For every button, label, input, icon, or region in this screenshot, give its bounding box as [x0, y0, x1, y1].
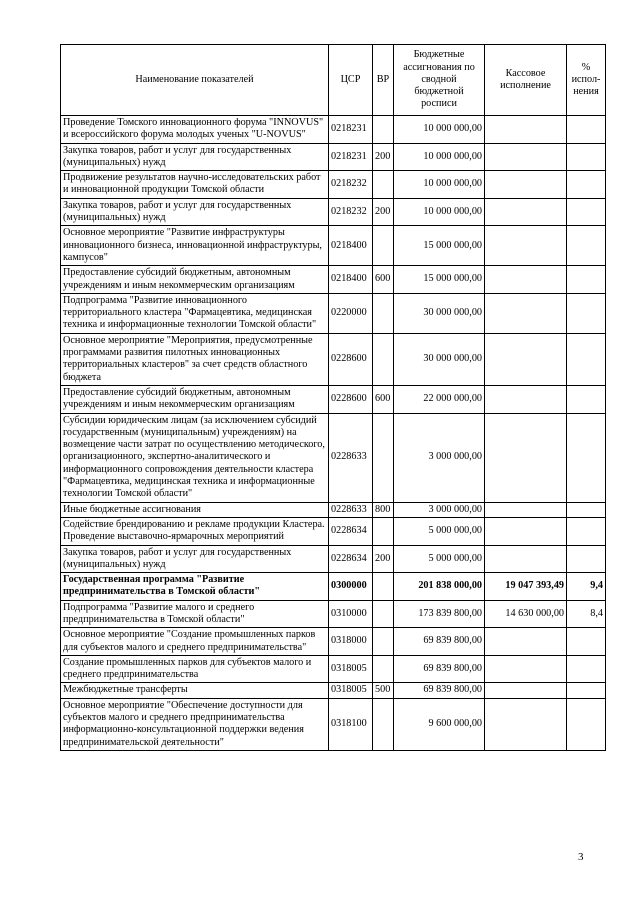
- row-budget: 5 000 000,00: [394, 517, 485, 545]
- row-cash: [485, 655, 567, 683]
- table-row: [61, 333, 606, 385]
- row-name: Проведение Томского инновационного форума "INNOVUS" и всероссийского форума молодых ученых "U-NOVUS": [61, 116, 329, 144]
- row-name: Содействие брендированию и рекламе продукции Кластера. Проведение выставочно-ярмарочных мероприятий: [61, 517, 329, 545]
- row-percent: [567, 413, 606, 502]
- row-vr: 600: [373, 385, 394, 413]
- row-vr: [373, 698, 394, 750]
- header-vr: ВР: [373, 45, 394, 116]
- row-cash: [485, 502, 567, 517]
- row-vr: 800: [373, 502, 394, 517]
- row-vr: [373, 517, 394, 545]
- row-vr: [373, 333, 394, 385]
- row-percent: [567, 198, 606, 226]
- row-percent: [567, 502, 606, 517]
- row-vr: [373, 573, 394, 601]
- row-name: Предоставление субсидий бюджетным, автономным учреждениям и иным некоммерческим организациям: [61, 385, 329, 413]
- row-cash: [485, 683, 567, 698]
- table-row: [61, 502, 606, 517]
- table-row: [61, 116, 606, 144]
- row-vr: 200: [373, 198, 394, 226]
- row-name: Субсидии юридическим лицам (за исключением субсидий государственным (муниципальным) учреждениям) на возмещение части затрат по осуществлению методического, организационного, экспертно-аналитического и информационного сопровождения деятельности кластера "Фармацевтика, медицинская техника и информационные технологии Томской области": [61, 413, 329, 502]
- row-percent: [567, 545, 606, 573]
- row-csr: 0228634: [329, 517, 373, 545]
- row-percent: [567, 517, 606, 545]
- row-name: Основное мероприятие "Обеспечение доступности для субъектов малого и среднего предпринимательства информационно-консультационной поддержки ведения предпринимательской деятельности": [61, 698, 329, 750]
- row-csr: 0218232: [329, 171, 373, 199]
- row-cash: [485, 198, 567, 226]
- row-budget: 5 000 000,00: [394, 545, 485, 573]
- row-csr: 0228600: [329, 333, 373, 385]
- row-budget: 22 000 000,00: [394, 385, 485, 413]
- row-cash: [485, 143, 567, 171]
- header-budget: Бюджетные ассигнования по сводной бюджетной росписи: [394, 45, 485, 116]
- row-percent: [567, 266, 606, 294]
- row-csr: 0218231: [329, 143, 373, 171]
- row-cash: [485, 266, 567, 294]
- table-row: [61, 683, 606, 698]
- row-percent: [567, 655, 606, 683]
- row-budget: 9 600 000,00: [394, 698, 485, 750]
- row-cash: [485, 171, 567, 199]
- row-percent: [567, 698, 606, 750]
- table-row: [61, 226, 606, 266]
- row-csr: 0218400: [329, 266, 373, 294]
- row-csr: 0318000: [329, 628, 373, 656]
- row-budget: 69 839 800,00: [394, 655, 485, 683]
- row-budget: 69 839 800,00: [394, 683, 485, 698]
- row-budget: 173 839 800,00: [394, 600, 485, 628]
- row-cash: [485, 333, 567, 385]
- row-cash: [485, 116, 567, 144]
- row-csr: 0218231: [329, 116, 373, 144]
- row-budget: 3 000 000,00: [394, 413, 485, 502]
- row-cash: [485, 385, 567, 413]
- row-csr: 0318100: [329, 698, 373, 750]
- row-cash: [485, 698, 567, 750]
- page-number: 3: [578, 851, 584, 863]
- row-percent: [567, 293, 606, 333]
- row-percent: [567, 143, 606, 171]
- table-row: [61, 293, 606, 333]
- table-row: [61, 198, 606, 226]
- row-budget: 69 839 800,00: [394, 628, 485, 656]
- row-csr: 0228600: [329, 385, 373, 413]
- row-percent: [567, 628, 606, 656]
- row-cash: [485, 517, 567, 545]
- row-vr: [373, 226, 394, 266]
- row-percent: [567, 116, 606, 144]
- row-vr: [373, 293, 394, 333]
- table-row: [61, 517, 606, 545]
- row-cash: [485, 293, 567, 333]
- row-name: Закупка товаров, работ и услуг для государственных (муниципальных) нужд: [61, 198, 329, 226]
- row-name: Предоставление субсидий бюджетным, автономным учреждениям и иным некоммерческим организациям: [61, 266, 329, 294]
- row-cash: [485, 628, 567, 656]
- row-cash: [485, 226, 567, 266]
- row-name: Основное мероприятие "Развитие инфраструктуры инновационного бизнеса, инновационной инфраструктуры, кампусов": [61, 226, 329, 266]
- row-budget: 10 000 000,00: [394, 116, 485, 144]
- row-percent: [567, 385, 606, 413]
- row-csr: 0218400: [329, 226, 373, 266]
- table-row: [61, 266, 606, 294]
- table-row: [61, 600, 606, 628]
- row-vr: [373, 600, 394, 628]
- row-name: Основное мероприятие "Создание промышленных парков для субъектов малого и среднего предпринимательства": [61, 628, 329, 656]
- row-percent: [567, 333, 606, 385]
- row-percent: [567, 171, 606, 199]
- header-percent: % испол-нения: [567, 45, 606, 116]
- row-vr: 600: [373, 266, 394, 294]
- row-name: Продвижение результатов научно-исследовательских работ и инновационной продукции Томской области: [61, 171, 329, 199]
- row-budget: 30 000 000,00: [394, 293, 485, 333]
- row-name: Межбюджетные трансферты: [61, 683, 329, 698]
- row-vr: [373, 116, 394, 144]
- row-percent: 8,4: [567, 600, 606, 628]
- row-csr: 0318005: [329, 655, 373, 683]
- row-csr: 0228633: [329, 502, 373, 517]
- table-row: [61, 628, 606, 656]
- table-header-row: [61, 45, 606, 116]
- row-csr: 0220000: [329, 293, 373, 333]
- header-csr: ЦСР: [329, 45, 373, 116]
- table-row: [61, 573, 606, 601]
- row-csr: 0310000: [329, 600, 373, 628]
- table-row: [61, 171, 606, 199]
- row-vr: [373, 655, 394, 683]
- table-row: [61, 698, 606, 750]
- row-vr: 500: [373, 683, 394, 698]
- table-row: [61, 545, 606, 573]
- row-name: Подпрограмма "Развитие инновационного территориального кластера "Фармацевтика, медицинская техника и информационные технологии Томской области": [61, 293, 329, 333]
- header-cash: Кассовое исполнение: [485, 45, 567, 116]
- table-row: [61, 413, 606, 502]
- row-csr: 0300000: [329, 573, 373, 601]
- row-cash: [485, 413, 567, 502]
- row-name: Государственная программа "Развитие предпринимательства в Томской области": [61, 573, 329, 601]
- row-name: Подпрограмма "Развитие малого и среднего предпринимательства в Томской области": [61, 600, 329, 628]
- row-name: Закупка товаров, работ и услуг для государственных (муниципальных) нужд: [61, 143, 329, 171]
- table-row: [61, 655, 606, 683]
- row-budget: 10 000 000,00: [394, 171, 485, 199]
- row-name: Основное мероприятие "Мероприятия, предусмотренные программами развития пилотных инновационных территориальных кластеров" за счет средств областного бюджета: [61, 333, 329, 385]
- row-percent: 9,4: [567, 573, 606, 601]
- table-row: [61, 143, 606, 171]
- row-csr: 0228634: [329, 545, 373, 573]
- row-name: Иные бюджетные ассигнования: [61, 502, 329, 517]
- row-vr: 200: [373, 143, 394, 171]
- row-budget: 30 000 000,00: [394, 333, 485, 385]
- row-cash: 19 047 393,49: [485, 573, 567, 601]
- row-vr: [373, 628, 394, 656]
- row-vr: [373, 413, 394, 502]
- row-budget: 15 000 000,00: [394, 226, 485, 266]
- header-name: Наименование показателей: [61, 45, 329, 116]
- table-row: [61, 385, 606, 413]
- row-name: Закупка товаров, работ и услуг для государственных (муниципальных) нужд: [61, 545, 329, 573]
- row-budget: 10 000 000,00: [394, 198, 485, 226]
- row-csr: 0318005: [329, 683, 373, 698]
- row-budget: 201 838 000,00: [394, 573, 485, 601]
- row-cash: [485, 545, 567, 573]
- row-budget: 15 000 000,00: [394, 266, 485, 294]
- row-vr: [373, 171, 394, 199]
- row-csr: 0228633: [329, 413, 373, 502]
- row-percent: [567, 683, 606, 698]
- row-cash: 14 630 000,00: [485, 600, 567, 628]
- row-percent: [567, 226, 606, 266]
- row-budget: 10 000 000,00: [394, 143, 485, 171]
- row-csr: 0218232: [329, 198, 373, 226]
- row-budget: 3 000 000,00: [394, 502, 485, 517]
- row-name: Создание промышленных парков для субъектов малого и среднего предпринимательства: [61, 655, 329, 683]
- budget-table: [60, 44, 606, 751]
- row-vr: 200: [373, 545, 394, 573]
